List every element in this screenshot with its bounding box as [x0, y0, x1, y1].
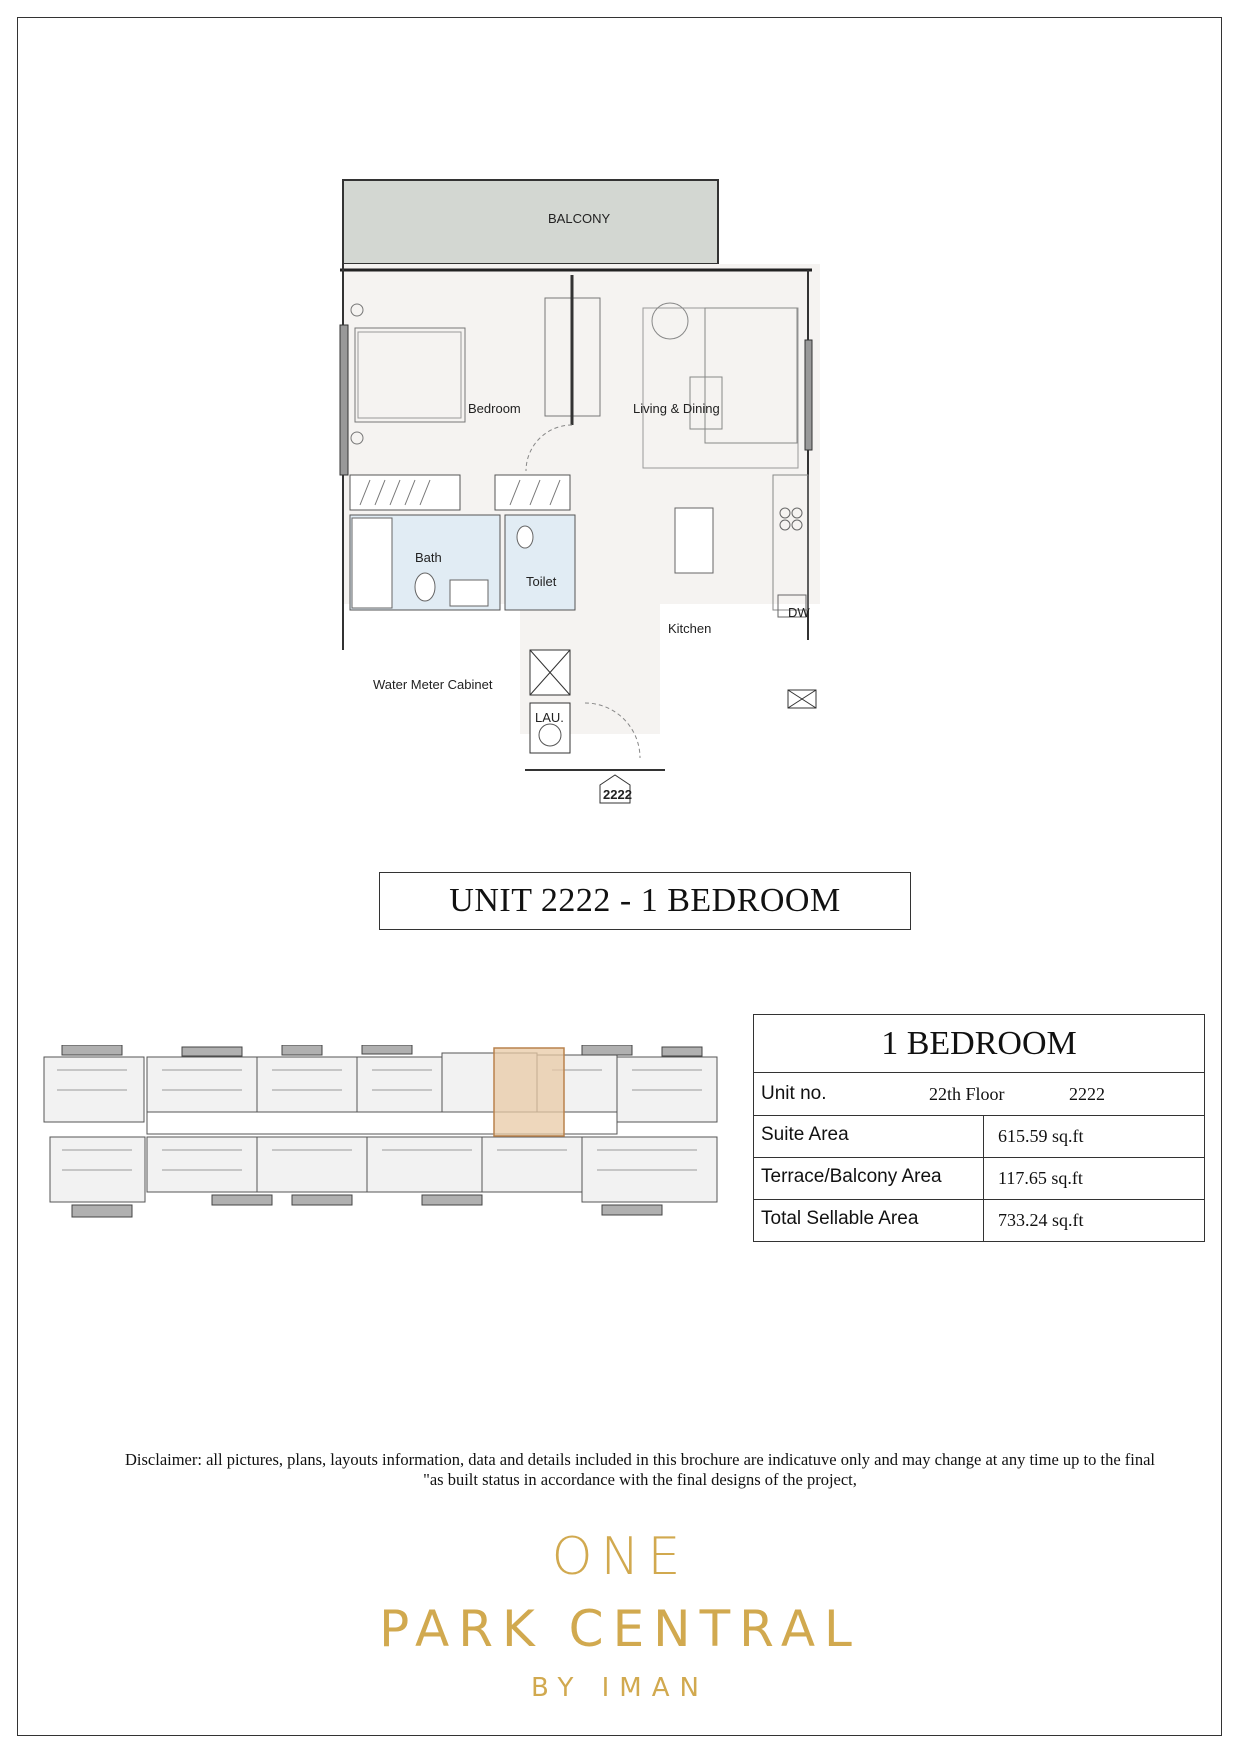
total-area-value: 733.24 sq.ft: [984, 1200, 1205, 1242]
lau-label: LAU.: [535, 710, 564, 725]
table-row: [754, 1158, 1205, 1200]
spec-heading: 1 BEDROOM: [754, 1015, 1205, 1073]
balcony-area-value: 117.65 sq.ft: [984, 1158, 1205, 1200]
water-meter-label: Water Meter Cabinet: [373, 677, 493, 692]
bath-label: Bath: [415, 550, 442, 565]
disclaimer: [60, 1450, 1220, 1490]
balcony-area: [343, 180, 718, 264]
toilet-label: Toilet: [526, 574, 557, 589]
floor-key-plan: [42, 1045, 722, 1220]
logo-park-central: PARK CENTRAL: [379, 1600, 861, 1658]
disclaimer-line-1: Disclaimer: all pictures, plans, layouts information, data and details included in this brochure are indicatuve only and may change at any time up to the final: [124, 1450, 1156, 1469]
highlighted-unit: [494, 1048, 564, 1136]
living-dining-label: Living & Dining: [633, 401, 720, 416]
suite-area-value: 615.59 sq.ft: [984, 1116, 1205, 1158]
bedroom-label: Bedroom: [468, 401, 521, 416]
suite-area-label: Suite Area: [754, 1116, 984, 1158]
kitchen-label: Kitchen: [668, 621, 712, 636]
total-area-label: Total Sellable Area: [754, 1200, 984, 1242]
toilet-area: [505, 515, 575, 610]
entry-unit-tag: 2222: [603, 787, 632, 802]
balcony-area-label: Terrace/Balcony Area: [754, 1158, 984, 1200]
logo-by-iman: BY IMAN: [531, 1673, 709, 1703]
table-row: [754, 1200, 1205, 1242]
unit-number-value: 2222: [1069, 1083, 1105, 1104]
brand-logo: [330, 1525, 910, 1703]
disclaimer-line-2: "as built status in accordance with the final designs of the project,: [423, 1470, 857, 1489]
unit-no-label: Unit no.: [761, 1083, 827, 1104]
floor-value: 22th Floor: [929, 1083, 1005, 1104]
balcony-label: BALCONY: [548, 211, 611, 226]
unit-floor-plan: [330, 175, 830, 815]
table-row: [754, 1116, 1205, 1158]
area-spec-table: [753, 1014, 1205, 1242]
unit-title: UNIT 2222 - 1 BEDROOM: [379, 872, 911, 930]
dishwasher-label: DW: [788, 605, 810, 620]
logo-one: ONE: [551, 1527, 689, 1587]
